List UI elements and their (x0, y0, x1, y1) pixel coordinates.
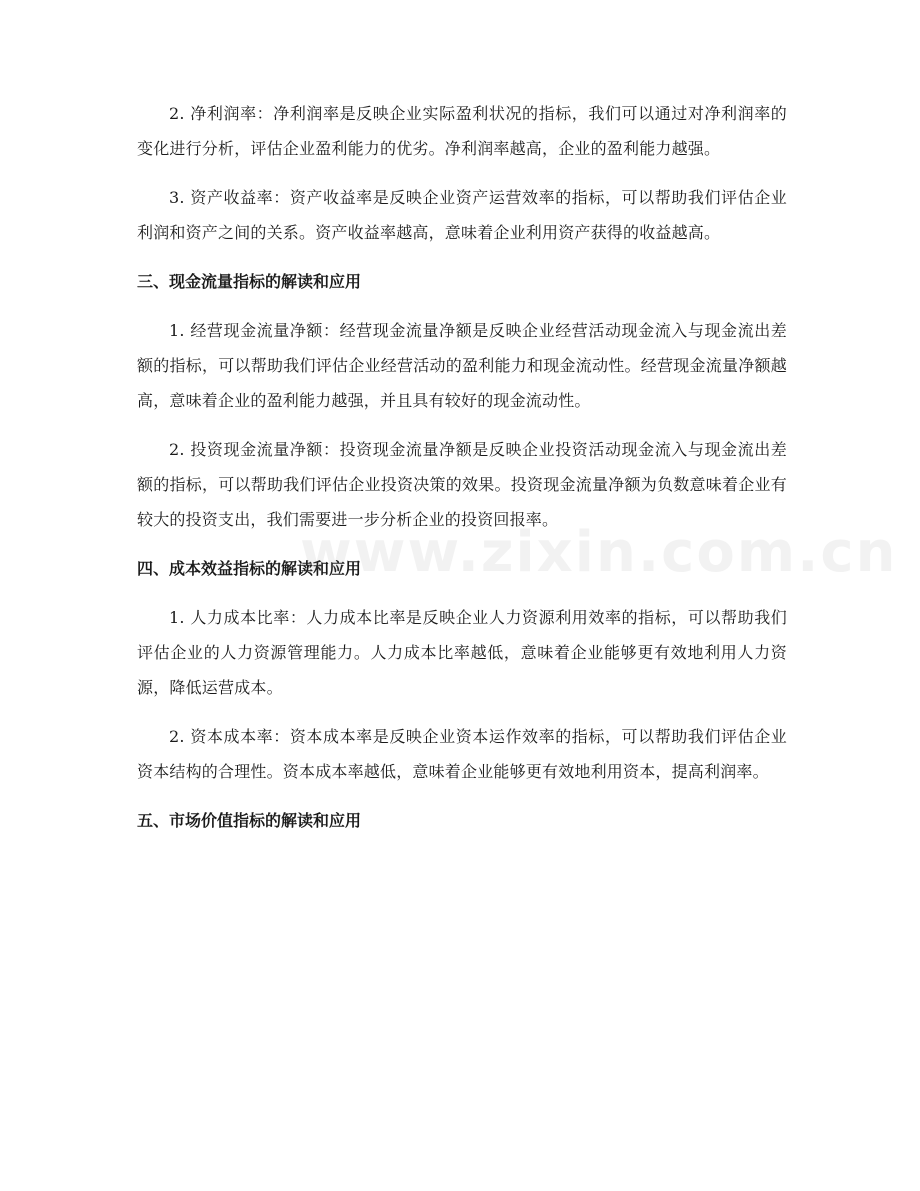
section-heading-cash-flow: 三、现金流量指标的解读和应用 (137, 272, 362, 291)
paragraph-operating-cash-flow: 1. 经营现金流量净额：经营现金流量净额是反映企业经营活动现金流入与现金流出差额的指标，可以帮助我们评估企业经营活动的盈利能力和现金流动性。经营现金流量净额越高，意味着企业的盈利能力越强，并且具有较好的现金流动性。 (137, 321, 787, 410)
paragraph-capital-cost-rate: 2. 资本成本率：资本成本率是反映企业资本运作效率的指标，可以帮助我们评估企业资本结构的合理性。资本成本率越低，意味着企业能够更有效地利用资本，提高利润率。 (137, 727, 787, 781)
paragraph-investing-cash-flow: 2. 投资现金流量净额：投资现金流量净额是反映企业投资活动现金流入与现金流出差额的指标，可以帮助我们评估企业投资决策的效果。投资现金流量净额为负数意味着企业有较大的投资支出，我们需要进一步分析企业的投资回报率。 (137, 440, 787, 529)
paragraph-labor-cost-ratio: 1. 人力成本比率：人力成本比率是反映企业人力资源利用效率的指标，可以帮助我们评估企业的人力资源管理能力。人力成本比率越低，意味着企业能够更有效地利用人力资源，降低运营成本。 (137, 608, 787, 697)
paragraph-return-on-assets: 3. 资产收益率：资产收益率是反映企业资产运营效率的指标，可以帮助我们评估企业利润和资产之间的关系。资产收益率越高，意味着企业利用资产获得的收益越高。 (137, 188, 787, 242)
document-page (137, 96, 787, 852)
section-heading-cost-benefit: 四、成本效益指标的解读和应用 (137, 559, 362, 578)
paragraph-net-profit-margin: 2. 净利润率：净利润率是反映企业实际盈利状况的指标，我们可以通过对净利润率的变化进行分析，评估企业盈利能力的优劣。净利润率越高，企业的盈利能力越强。 (137, 104, 787, 158)
watermark: www.zixin.com.cn (300, 520, 898, 585)
section-heading-market-value: 五、市场价值指标的解读和应用 (137, 811, 362, 830)
